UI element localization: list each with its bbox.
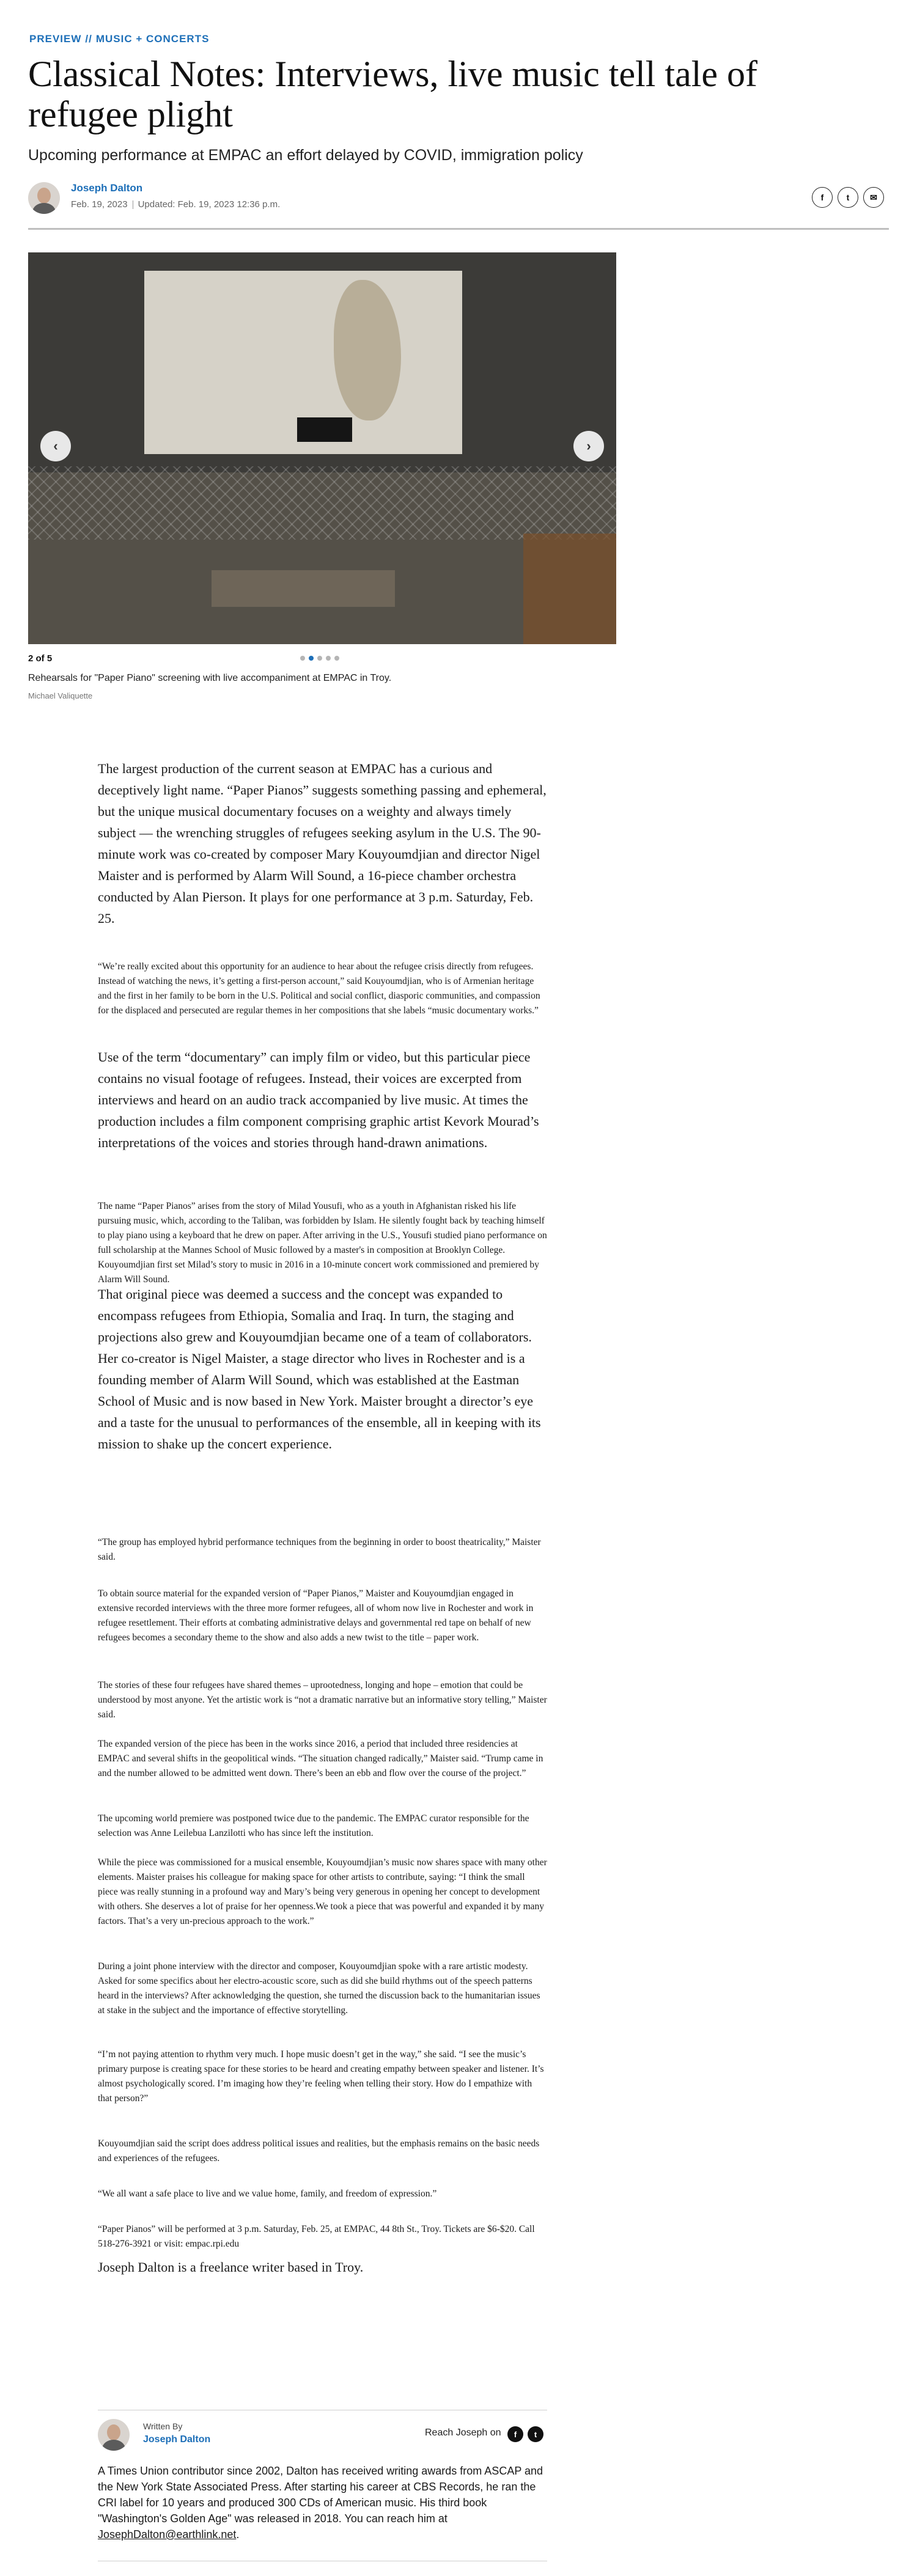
article-paragraph: “The group has employed hybrid performance techniques from the beginning in order to boost theatricality,” Maister said. [98,1537,541,1562]
twitter-share-icon[interactable]: t [838,187,858,208]
article-paragraph: “Paper Pianos” will be performed at 3 p.m. Saturday, Feb. 25, at EMPAC, 44 8th St., Troy. Tickets are $6-$20. Call 518-276-3921 or visit: empac.rpi.edu [98,2224,535,2249]
author-email-link[interactable]: JosephDalton@earthlink.net [98,2528,237,2541]
section-link-music[interactable]: MUSIC + CONCERTS [95,33,210,45]
author-box-avatar[interactable] [98,2419,130,2451]
gallery-dot[interactable] [300,656,305,661]
published-date: Feb. 19, 2023 [71,199,128,210]
article-paragraph: While the piece was commissioned for a musical ensemble, Kouyoumdjian’s music now shares space with many other elements. Maister praises his colleague for making space for other artists to contribute, saying: “I think the small piece was really stunning in a profound way and Mary’s being very generous in opening her concept to development with others. She deserves a lot of praise for her openness.We took a piece that was powerful and expanded it by many factors. That’s a very un-precious approach to the work.” [98,1857,547,1926]
author-name-link[interactable]: Joseph Dalton [71,182,143,194]
author-bio-text: A Times Union contributor since 2002, Dalton has received writing awards from ASCAP and the New York State Associated Press. After starting his career at CBS Records, he ran the CRI label for 10 years and produced 300 CDs of American music. His third book "Washington's Golden Age" was released in 2018. You can reach him at [98,2465,543,2525]
gallery-dot[interactable] [326,656,331,661]
gallery-dot[interactable] [334,656,339,661]
email-share-icon[interactable]: ✉ [863,187,884,208]
article-paragraph: The name “Paper Pianos” arises from the story of Milad Yousufi, who as a youth in Afghanistan risked his life pursuing music, which, according to the Taliban, was forbidden by Islam. He silently fought back by teaching himself to play piano using a keyboard that he drew on paper. After arriving in the U.S., Yousufi studied piano performance on full scholarship at the Mannes School of Music followed by a master's in composition at Brooklyn College. Kouyoumdjian first set Milad’s story to music in 2016 in a 10-minute concert work commissioned and premiered by Alarm Will Sound. [98,1201,547,1285]
author-box-name-link[interactable]: Joseph Dalton [143,2434,211,2445]
author-avatar[interactable] [28,182,60,214]
facebook-share-icon[interactable]: f [812,187,833,208]
gallery-credit: Michael Valiquette [28,691,93,700]
article-paragraph: That original piece was deemed a success and the concept was expanded to encompass refugees from Ethiopia, Somalia and Iraq. In turn, the staging and projections also grew and Kouyoumdjian became one of a team of collaborators. Her co-creator is Nigel Maister, a stage director who lives in Rochester and is a founding member of Alarm Will Sound, which was established at the Eastman School of Music and is now based in New York. Maister brought a director’s eye and a taste for the unusual to performances of the ensemble, all in keeping with its mission to shake up the concert experience. [98,1286,541,1451]
photo-gallery[interactable] [28,252,616,644]
article-paragraph: The stories of these four refugees have shared themes – uprootedness, longing and hope – emotion that could be understood by most anyone. Yet the artistic work is “not a dramatic narrative but an informative story telling,” Maister said. [98,1680,547,1720]
eyebrow-separator: // [85,33,92,45]
author-tagline: Joseph Dalton is a freelance writer based in Troy. [98,2259,364,2275]
article-paragraph: “I’m not paying attention to rhythm very much. I hope music doesn’t get in the way,” she said. “I see the music’s primary purpose is creating space for these stories to be heard and creating empathy between speaker and listener. It’s almost psychologically scored. I’m imaging how they’re feeling when telling their story. How do I empathize with that person?” [98,2049,544,2104]
author-bio [98,2463,547,2542]
gallery-counter: 2 of 5 [28,653,53,664]
gallery-next-arrow-icon[interactable]: › [573,431,604,461]
author-facebook-icon[interactable]: f [507,2426,523,2442]
updated-date: Updated: Feb. 19, 2023 12:36 p.m. [138,199,281,210]
article-paragraph: The expanded version of the piece has been in the works since 2016, a period that included three residencies at EMPAC and several shifts in the geopolitical winds. “The situation changed radically,” Maister said. “Trump came in and the number allowed to be admitted went down. There’s been an ebb and flow over the course of the project.” [98,1739,543,1778]
gallery-dots [300,656,339,661]
gallery-dot[interactable] [309,656,314,661]
gallery-dot[interactable] [317,656,322,661]
author-bio-end: . [236,2528,240,2541]
author-social-links [507,2426,543,2442]
section-link-preview[interactable]: PREVIEW [29,33,82,45]
byline [28,181,884,220]
article-paragraph: Kouyoumdjian said the script does address political issues and realities, but the emphasis remains on the basic needs and experiences of the refugees. [98,2138,540,2163]
author-twitter-icon[interactable]: t [528,2426,543,2442]
article-paragraph: The largest production of the current season at EMPAC has a curious and deceptively light name. “Paper Pianos” suggests something passing and ephemeral, but the unique musical documentary focuses on a weighty and always timely subject — the wrenching struggles of refugees seeking asylum in the U.S. The 90-minute work was co-created by composer Mary Kouyoumdjian and director Nigel Maister and is performed by Alarm Will Sound, a 16-piece chamber orchestra conducted by Alan Pierson. It plays for one performance at 3 p.m. Saturday, Feb. 25. [98,761,547,926]
written-by-label: Written By [143,2421,183,2431]
article-paragraph: “We’re really excited about this opportunity for an audience to hear about the refugee crisis directly from refugees. Instead of watching the news, it’s getting a first-person account,” said Kouyoumdjian, who is of Armenian heritage and the first in her family to be born in the U.S. Political and social conflict, diasporic communities, and compassion for the displaced and persecuted are regular themes in her compositions that she labels “music documentary works.” [98,961,540,1016]
article-headline: Classical Notes: Interviews, live music tell tale of refugee plight [28,54,758,134]
article-paragraph: Use of the term “documentary” can imply film or video, but this particular piece contains no visual footage of refugees. Instead, their voices are excerpted from interviews and heard on an audio track accompanied by live music. At times the production includes a film component comprising graphic artist Kevork Mourad’s interpretations of the voices and stories through hand-drawn animations. [98,1049,539,1150]
reach-author-label: Reach Joseph on [425,2427,501,2438]
article-dek: Upcoming performance at EMPAC an effort delayed by COVID, immigration policy [28,147,583,164]
gallery-prev-arrow-icon[interactable]: ‹ [40,431,71,461]
article-paragraph: The upcoming world premiere was postponed twice due to the pandemic. The EMPAC curator responsible for the selection was Anne Leilebua Lanzilotti who has since left the institution. [98,1813,529,1838]
article-dates [71,199,280,210]
article-paragraph: To obtain source material for the expanded version of “Paper Pianos,” Maister and Kouyoumdjian engaged in extensive recorded interviews with the three more former refugees, all of whom now live in Rochester and work in refugee resettlement. Their efforts at combating administrative delays and governmental red tape on behalf of new refugees becomes a secondary theme to the show and also adds a new twist to the title – paper work. [98,1588,534,1643]
article-paragraph: “We all want a safe place to live and we value home, family, and freedom of expression.” [98,2189,437,2199]
share-bar [812,187,884,208]
gallery-caption: Rehearsals for "Paper Piano" screening with live accompaniment at EMPAC in Troy. [28,673,392,683]
header-divider [28,228,889,230]
article-paragraph: During a joint phone interview with the director and composer, Kouyoumdjian spoke with a rare artistic modesty. Asked for some specifics about her electro-acoustic score, such as did she build rhythms out of the speech patterns heard in the interviews? After acknowledging the question, she turned the discussion back to the humanitarian issues at stake in the subject and the importance of effective storytelling. [98,1961,540,2016]
section-eyebrow [29,33,209,45]
